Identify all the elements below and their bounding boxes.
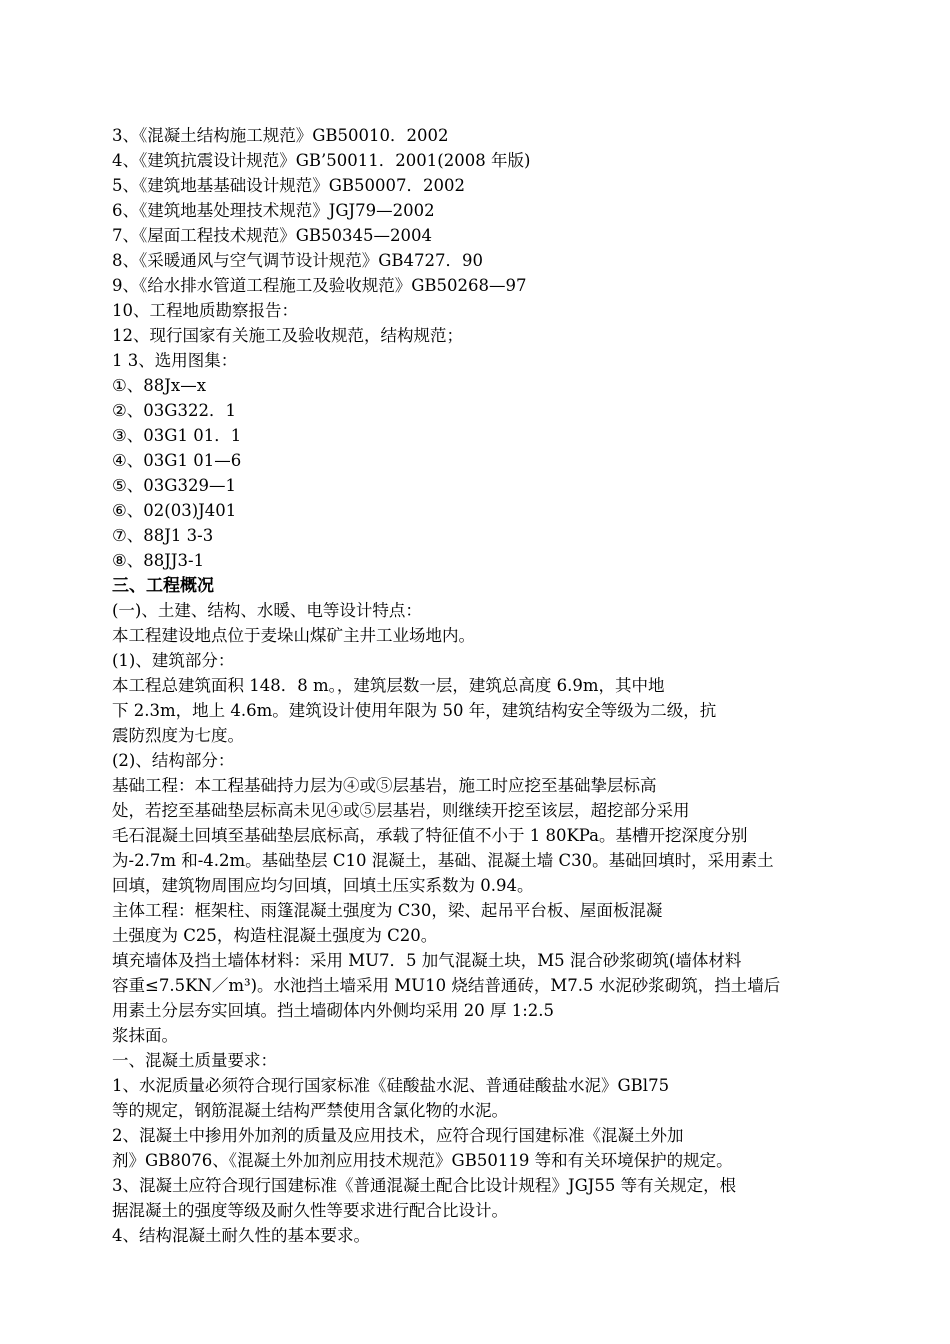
- item-3-line-2: 据混凝土的强度等级及耐久性等要求进行配合比设计。: [112, 1201, 508, 1220]
- paragraph-location: 本工程建设地点位于麦垛山煤矿主井工业场地内。: [112, 626, 475, 645]
- atlas-6: ⑥、02(03)J401: [112, 501, 237, 520]
- paragraph-wall-3: 用素土分层夯实回填。挡土墙砌体内外侧均采用 20 厚 1:2.5: [112, 1001, 555, 1020]
- paragraph-architecture-1: 本工程总建筑面积 148．8 m。，建筑层数一层，建筑总高度 6.9m，其中地: [112, 676, 665, 695]
- subheading-design-features: (一)、土建、结构、水暖、电等设计特点：: [112, 601, 422, 620]
- paragraph-main-structure-2: 土强度为 C25，构造柱混凝土强度为 C20。: [112, 926, 438, 945]
- paragraph-main-structure-1: 主体工程：框架柱、雨篷混凝土强度为 C30，梁、起吊平台板、屋面板混凝: [112, 901, 663, 920]
- paragraph-foundation-5: 回填，建筑物周围应均匀回填，回填土压实系数为 0.94。: [112, 876, 534, 895]
- ref-6: 6、《建筑地基处理技术规范》JGJ79—2002: [112, 201, 435, 220]
- subheading-concrete-quality: 一、混凝土质量要求：: [112, 1051, 277, 1070]
- item-3-line-1: 3、混凝土应符合现行国建标准《普通混凝土配合比设计规程》JGJ55 等有关规定，根: [112, 1176, 737, 1195]
- atlas-3: ③、03G1 01．1: [112, 426, 242, 445]
- ref-5: 5、《建筑地基基础设计规范》GB50007．2002: [112, 176, 466, 195]
- item-1-line-1: 1、水泥质量必须符合现行国家标准《硅酸盐水泥、普通硅酸盐水泥》GBl75: [112, 1076, 670, 1095]
- item-4: 4、结构混凝土耐久性的基本要求。: [112, 1226, 370, 1245]
- paragraph-foundation-3: 毛石混凝土回填至基础垫层底标高，承载了特征值不小于 1 80KPa。基槽开挖深度分别: [112, 826, 748, 845]
- section-heading: 三、工程概况: [112, 576, 214, 596]
- atlas-4: ④、03G1 01—6: [112, 451, 242, 470]
- paragraph-wall-4: 浆抹面。: [112, 1026, 178, 1045]
- ref-3: 3、《混凝土结构施工规范》GB50010．2002: [112, 126, 449, 145]
- item-1-line-2: 等的规定，钢筋混凝土结构严禁使用含氯化物的水泥。: [112, 1101, 508, 1120]
- ref-10: 10、工程地质勘察报告：: [112, 301, 298, 320]
- atlas-1: ①、88Jx—x: [112, 376, 207, 395]
- paragraph-architecture-3: 震防烈度为七度。: [112, 726, 244, 745]
- item-2-line-2: 剂》GB8076、《混凝土外加剂应用技术规范》GB50119 等和有关环境保护的规定。: [112, 1151, 733, 1170]
- ref-13: 1 3、选用图集：: [112, 351, 238, 370]
- subheading-structure: (2)、结构部分：: [112, 751, 235, 770]
- paragraph-foundation-2: 处，若挖至基础垫层标高未见④或⑤层基岩，则继续开挖至该层，超挖部分采用: [112, 801, 690, 820]
- ref-4: 4、《建筑抗震设计规范》GB’50011．2001(2008 年版): [112, 151, 531, 170]
- subheading-architecture: (1)、建筑部分：: [112, 651, 235, 670]
- paragraph-wall-1: 填充墙体及挡土墙体材料：采用 MU7．5 加气混凝土块，M5 混合砂浆砌筑(墙体材料: [112, 951, 742, 970]
- ref-9: 9、《给水排水管道工程施工及验收规范》GB50268—97: [112, 276, 527, 295]
- paragraph-foundation-4: 为-2.7m 和-4.2m。基础垫层 C10 混凝土，基础、混凝土墙 C30。基础回填时，采用素土: [112, 851, 774, 870]
- atlas-5: ⑤、03G329—1: [112, 476, 236, 495]
- paragraph-architecture-2: 下 2.3m，地上 4.6m。建筑设计使用年限为 50 年，建筑结构安全等级为二级，抗: [112, 701, 717, 720]
- ref-8: 8、《采暖通风与空气调节设计规范》GB4727．90: [112, 251, 484, 270]
- ref-12: 12、现行国家有关施工及验收规范，结构规范；: [112, 326, 463, 345]
- atlas-2: ②、03G322．1: [112, 401, 236, 420]
- ref-7: 7、《屋面工程技术规范》GB50345—2004: [112, 226, 433, 245]
- atlas-7: ⑦、88J1 3-3: [112, 526, 214, 545]
- atlas-8: ⑧、88JJ3-1: [112, 551, 205, 570]
- paragraph-foundation-1: 基础工程：本工程基础持力层为④或⑤层基岩，施工时应挖至基础挚层标高: [112, 776, 657, 795]
- paragraph-wall-2: 容重≤7.5KN／m³)。水池挡土墙采用 MU10 烧结普通砖，M7.5 水泥砂浆砌筑，挡土墙后: [112, 976, 781, 995]
- item-2-line-1: 2、混凝土中掺用外加剂的质量及应用技术，应符合现行国建标准《混凝土外加: [112, 1126, 684, 1145]
